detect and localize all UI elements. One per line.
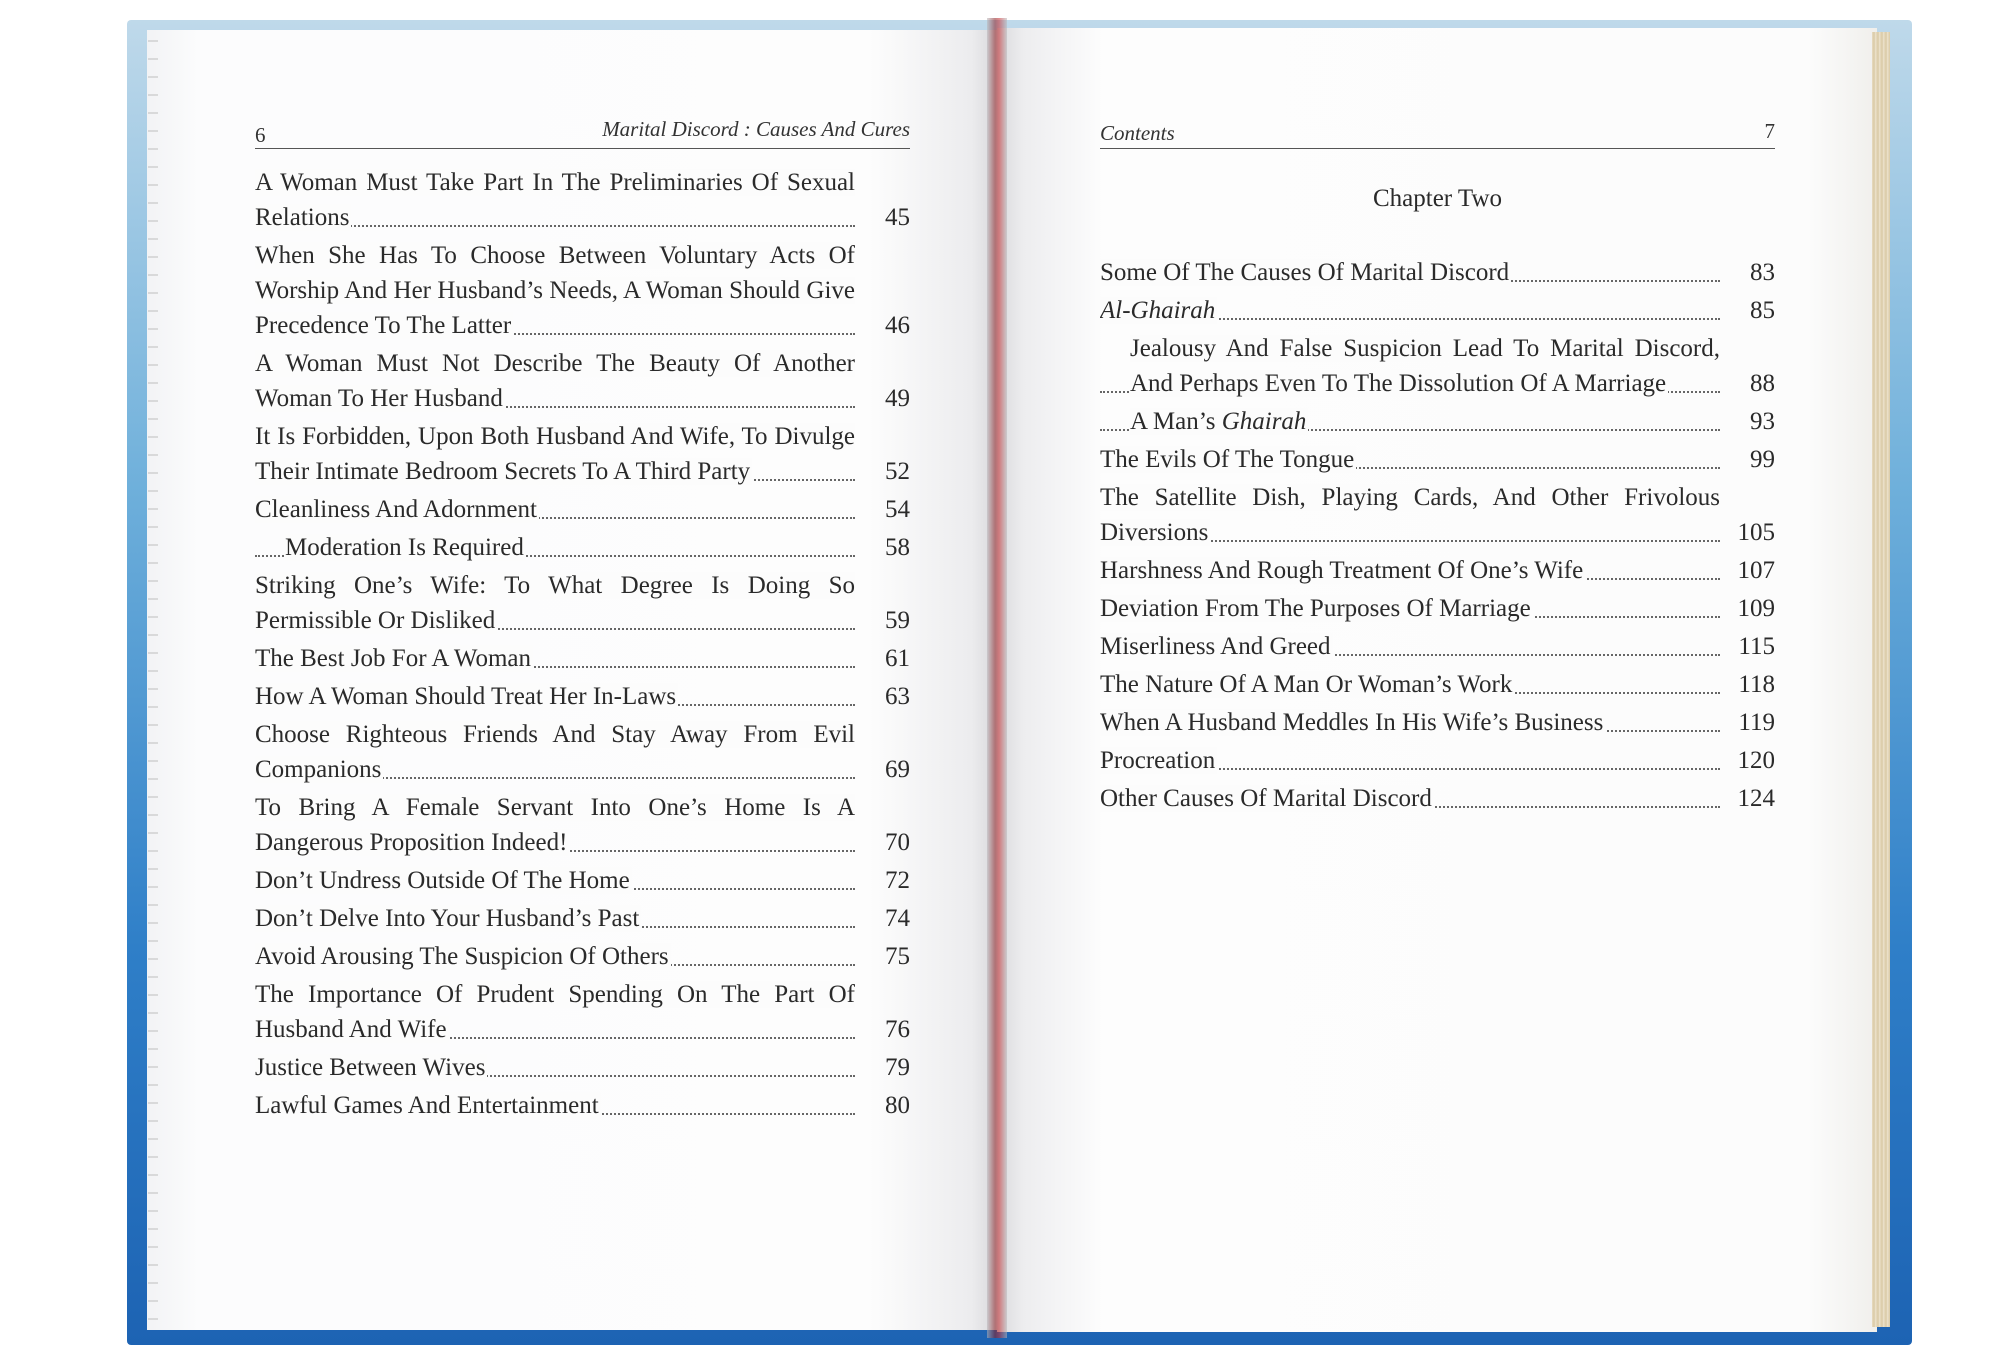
toc-entry-page: 61 — [885, 645, 910, 672]
toc-entry-title: Some Of The Causes Of Marital Discord — [1100, 259, 1510, 286]
toc-entry-title: A Man’s Ghairah — [1130, 408, 1307, 435]
toc-entry-title: The Satellite Dish, Playing Cards, And Other Frivolous Diversions — [1100, 484, 1720, 546]
toc-entry-title: How A Woman Should Treat Her In-Laws — [255, 683, 677, 710]
toc-entry-title: Don’t Delve Into Your Husband’s Past — [255, 905, 640, 932]
toc-entry — [255, 939, 910, 974]
toc-entry-page: 120 — [1737, 747, 1775, 774]
right-page-number: 7 — [1764, 119, 1775, 143]
toc-entry-title: Cleanliness And Adornment — [255, 496, 537, 523]
toc-entry-title: A Woman Must Take Part In The Preliminaries Of Sexual Relations — [255, 169, 855, 231]
toc-entry-page: 52 — [885, 458, 910, 485]
binding-stitches — [148, 40, 158, 1320]
toc-entry-title: To Bring A Female Servant Into One’s Home Is A Dangerous Proposition Indeed! — [255, 794, 855, 856]
toc-entry-page: 63 — [885, 683, 910, 710]
toc-entry-page: 85 — [1750, 297, 1775, 324]
toc-entry — [1100, 781, 1775, 816]
toc-entry-page: 124 — [1737, 785, 1775, 812]
left-running-title: Marital Discord : Causes And Cures — [602, 117, 910, 141]
toc-entry-page: 105 — [1737, 519, 1775, 546]
toc-entry — [1100, 404, 1775, 439]
toc-entry-title: Avoid Arousing The Suspicion Of Others — [255, 943, 669, 970]
toc-entry — [255, 530, 910, 565]
toc-entry-page: 58 — [885, 534, 910, 561]
toc-entry-page: 99 — [1750, 446, 1775, 473]
toc-entry-page: 83 — [1750, 259, 1775, 286]
toc-entry-title: A Woman Must Not Describe The Beauty Of Another Woman To Her Husband — [255, 350, 855, 412]
toc-entry — [1100, 442, 1775, 477]
toc-entry — [255, 346, 910, 416]
toc-entry — [255, 1050, 910, 1085]
book-spine — [987, 18, 1007, 1338]
toc-entry — [255, 238, 910, 343]
toc-entry-page: 69 — [885, 756, 910, 783]
toc-entry — [255, 901, 910, 936]
toc-entry-title: Lawful Games And Entertainment — [255, 1092, 599, 1119]
toc-entry — [255, 1088, 910, 1123]
toc-entry-page: 119 — [1738, 709, 1775, 736]
toc-entry-page: 72 — [885, 867, 910, 894]
toc-entry-title: The Evils Of The Tongue — [1100, 446, 1355, 473]
toc-entry — [1100, 591, 1775, 626]
left-page-number: 6 — [255, 123, 266, 147]
toc-entry-title: The Best Job For A Woman — [255, 645, 532, 672]
toc-entry-title: When A Husband Meddles In His Wife’s Business — [1100, 709, 1604, 736]
toc-entry-title: Harshness And Rough Treatment Of One’s Wife — [1100, 557, 1584, 584]
toc-entry — [255, 492, 910, 527]
toc-entry — [1100, 331, 1775, 401]
toc-entry — [1100, 705, 1775, 740]
toc-entry — [1100, 480, 1775, 550]
toc-entry — [255, 568, 910, 638]
toc-entry-page: 118 — [1738, 671, 1775, 698]
toc-entry — [1100, 255, 1775, 290]
toc-entry — [255, 165, 910, 235]
toc-entry-title: When She Has To Choose Between Voluntary Acts Of Worship And Her Husband’s Needs, A Woman Should Give Precedence To The Latter — [255, 242, 855, 339]
toc-entry-page: 80 — [885, 1092, 910, 1119]
toc-entry — [1100, 553, 1775, 588]
toc-entry-title: Other Causes Of Marital Discord — [1100, 785, 1432, 812]
toc-entry-title: Deviation From The Purposes Of Marriage — [1100, 595, 1531, 622]
toc-entry-page: 54 — [885, 496, 910, 523]
page-edges — [1872, 32, 1890, 1327]
toc-entry-title: Justice Between Wives — [255, 1054, 486, 1081]
toc-entry-title: Al-Ghairah — [1100, 297, 1216, 324]
toc-entry-title: Procreation — [1100, 747, 1216, 774]
toc-entry-title: Choose Righteous Friends And Stay Away From Evil Companions — [255, 721, 855, 783]
right-page-header — [1100, 117, 1775, 149]
toc-entry-page: 79 — [885, 1054, 910, 1081]
toc-entry-page: 107 — [1737, 557, 1775, 584]
toc-entry — [1100, 629, 1775, 664]
toc-entry-title: Moderation Is Required — [285, 534, 524, 561]
toc-entry — [255, 977, 910, 1047]
right-toc-list — [1100, 255, 1775, 819]
toc-entry — [1100, 743, 1775, 778]
toc-entry — [255, 717, 910, 787]
toc-entry — [1100, 293, 1775, 328]
toc-entry-page: 76 — [885, 1016, 910, 1043]
toc-entry-title: It Is Forbidden, Upon Both Husband And Wife, To Divulge Their Intimate Bedroom Secrets To A Third Party — [255, 423, 855, 485]
left-toc-list — [255, 165, 910, 1126]
toc-entry-page: 74 — [885, 905, 910, 932]
toc-entry — [255, 863, 910, 898]
toc-entry — [1100, 667, 1775, 702]
toc-entry-page: 49 — [885, 385, 910, 412]
toc-entry-page: 115 — [1738, 633, 1775, 660]
toc-entry-title: Jealousy And False Suspicion Lead To Marital Discord, And Perhaps Even To The Dissolution Of A Marriage — [1130, 335, 1720, 397]
toc-entry-title: Miserliness And Greed — [1100, 633, 1331, 660]
toc-entry-page: 75 — [885, 943, 910, 970]
toc-entry — [255, 679, 910, 714]
toc-entry-title: The Importance Of Prudent Spending On The Part Of Husband And Wife — [255, 981, 855, 1043]
toc-entry-page: 59 — [885, 607, 910, 634]
toc-entry-page: 45 — [885, 204, 910, 231]
toc-entry-page: 88 — [1750, 370, 1775, 397]
toc-entry-title: The Nature Of A Man Or Woman’s Work — [1100, 671, 1513, 698]
toc-entry-page: 109 — [1737, 595, 1775, 622]
toc-entry-page: 70 — [885, 829, 910, 856]
toc-entry — [255, 419, 910, 489]
toc-entry — [255, 790, 910, 860]
toc-entry-title: Don’t Undress Outside Of The Home — [255, 867, 630, 894]
left-page-header — [255, 117, 910, 149]
right-running-title: Contents — [1100, 121, 1175, 145]
toc-entry-page: 93 — [1750, 408, 1775, 435]
chapter-heading: Chapter Two — [1372, 185, 1503, 212]
toc-entry — [255, 641, 910, 676]
toc-entry-title: Striking One’s Wife: To What Degree Is Doing So Permissible Or Disliked — [255, 572, 855, 634]
toc-entry-page: 46 — [885, 312, 910, 339]
